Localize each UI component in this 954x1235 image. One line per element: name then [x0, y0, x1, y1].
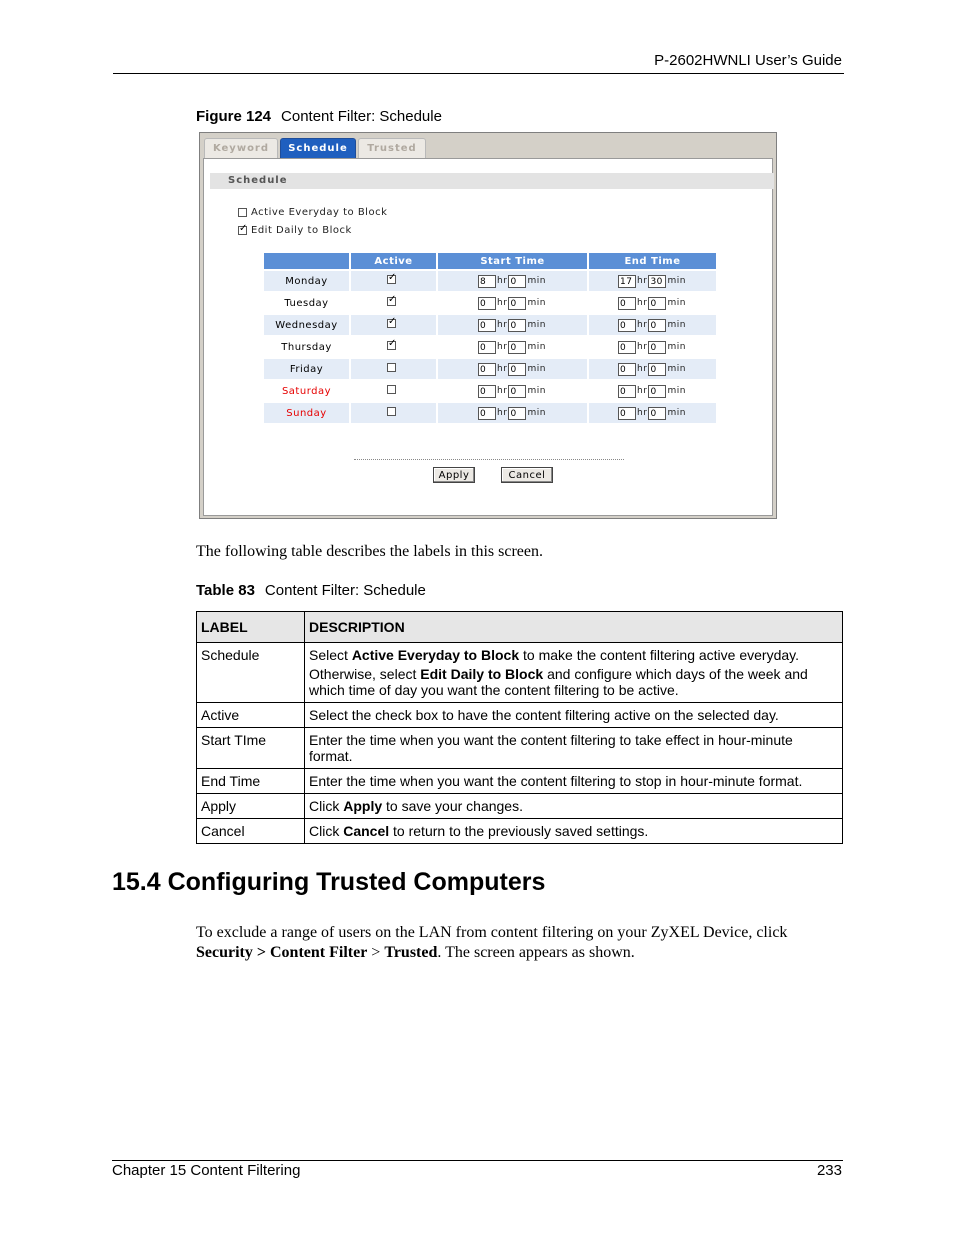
description-text: to return to the previously saved settings.	[389, 823, 649, 839]
start-minute-input[interactable]: 0	[508, 319, 526, 332]
description-text: Click	[309, 798, 344, 814]
minute-unit-label: min	[667, 342, 686, 352]
tab-keyword[interactable]: Keyword	[204, 138, 278, 158]
active-everyday-label: Active Everyday to Block	[251, 207, 388, 218]
active-cell	[351, 315, 436, 335]
edit-daily-label: Edit Daily to Block	[251, 225, 352, 236]
screenshot-frame	[199, 132, 777, 519]
day-active-checkbox[interactable]	[387, 407, 396, 416]
end-time-cell	[589, 293, 716, 313]
day-name: Sunday	[264, 403, 349, 423]
minute-unit-label: min	[527, 276, 546, 286]
active-cell	[351, 381, 436, 401]
apply-button[interactable]: Apply	[433, 467, 475, 483]
end-hour-input[interactable]: 17	[618, 275, 636, 288]
description-table-body	[197, 643, 843, 844]
minute-unit-label: min	[527, 342, 546, 352]
hour-unit-label: hr	[497, 408, 508, 418]
row-description	[305, 794, 843, 819]
edit-daily-option[interactable]	[238, 225, 352, 236]
end-hour-input[interactable]: 0	[618, 297, 636, 310]
start-hour-input[interactable]: 0	[478, 319, 496, 332]
start-time-cell	[438, 271, 587, 291]
figure-number: Figure 124	[196, 108, 272, 125]
start-hour-input[interactable]: 0	[478, 297, 496, 310]
start-time-cell	[438, 315, 587, 335]
minute-unit-label: min	[527, 408, 546, 418]
hour-unit-label: hr	[497, 342, 508, 352]
description-row	[197, 819, 843, 844]
body-text-segment: Security > Content Filter	[196, 944, 368, 961]
schedule-row-wednesday	[264, 315, 716, 335]
button-divider	[354, 459, 624, 460]
day-active-checkbox[interactable]	[387, 319, 396, 328]
minute-unit-label: min	[527, 386, 546, 396]
day-column-header	[264, 253, 349, 269]
start-hour-input[interactable]: 0	[478, 385, 496, 398]
body-text-segment: To exclude a range of users on the LAN from content filtering on your ZyXEL Device, click	[196, 924, 788, 941]
schedule-row-saturday	[264, 381, 716, 401]
start-minute-input[interactable]: 0	[508, 341, 526, 354]
row-label: Start TIme	[197, 728, 305, 769]
minute-unit-label: min	[667, 298, 686, 308]
description-text: Apply	[343, 798, 383, 814]
intro-paragraph: The following table describes the labels in this screen.	[196, 543, 544, 560]
end-hour-input[interactable]: 0	[618, 341, 636, 354]
description-text: to save your changes.	[382, 798, 523, 814]
end-time-cell	[589, 271, 716, 291]
active-cell	[351, 337, 436, 357]
end-time-cell	[589, 403, 716, 423]
hour-unit-label: hr	[637, 298, 648, 308]
cancel-button[interactable]: Cancel	[501, 467, 553, 483]
row-description	[305, 728, 843, 769]
description-text: Enter the time when you want the content filtering to stop in hour-minute format.	[309, 773, 803, 789]
active-cell	[351, 403, 436, 423]
start-minute-input[interactable]: 0	[508, 363, 526, 376]
hour-unit-label: hr	[637, 364, 648, 374]
day-name: Tuesday	[284, 297, 329, 309]
end-time-column-header: End Time	[589, 253, 716, 269]
figure-caption	[196, 108, 442, 125]
hour-unit-label: hr	[637, 276, 648, 286]
hour-unit-label: hr	[497, 364, 508, 374]
row-description	[305, 769, 843, 794]
row-label: Cancel	[197, 819, 305, 844]
row-label: Apply	[197, 794, 305, 819]
table-title: Content Filter: Schedule	[264, 582, 426, 599]
description-text: Cancel	[343, 823, 390, 839]
hour-unit-label: hr	[497, 298, 508, 308]
minute-unit-label: min	[667, 320, 686, 330]
schedule-header-row	[264, 253, 716, 269]
hour-unit-label: hr	[497, 386, 508, 396]
end-minute-input[interactable]: 0	[648, 319, 666, 332]
end-minute-input[interactable]: 0	[648, 385, 666, 398]
row-label: Active	[197, 703, 305, 728]
end-time-cell	[589, 381, 716, 401]
active-cell	[351, 293, 436, 313]
schedule-table	[262, 251, 718, 425]
body-text-segment: >	[367, 944, 385, 961]
day-name: Saturday	[281, 385, 332, 397]
body-text-segment: Trusted	[384, 944, 438, 961]
day-name: Friday	[264, 359, 349, 379]
row-label: Schedule	[197, 643, 305, 703]
schedule-row-friday	[264, 359, 716, 379]
schedule-row-tuesday	[264, 293, 716, 313]
day-active-checkbox[interactable]	[387, 275, 396, 284]
active-everyday-checkbox[interactable]	[238, 208, 247, 217]
row-label: End Time	[197, 769, 305, 794]
end-minute-input[interactable]: 30	[648, 275, 666, 288]
description-paragraph	[309, 666, 838, 698]
active-cell	[351, 359, 436, 379]
description-row	[197, 794, 843, 819]
body-text-segment: . The screen appears as shown.	[437, 944, 635, 961]
end-time-cell	[589, 359, 716, 379]
footer-page-number: 233	[816, 1162, 842, 1179]
start-minute-input[interactable]: 0	[508, 407, 526, 420]
schedule-table-body	[264, 271, 716, 423]
description-text: Active Everyday to Block	[351, 647, 520, 663]
end-hour-input[interactable]: 0	[618, 319, 636, 332]
description-text: Select	[309, 647, 352, 663]
header-rule	[113, 73, 844, 74]
hour-unit-label: hr	[637, 386, 648, 396]
description-header-row	[197, 612, 843, 643]
start-time-cell	[438, 359, 587, 379]
day-name: Wednesday	[264, 315, 349, 335]
minute-unit-label: min	[667, 276, 686, 286]
day-active-checkbox[interactable]	[387, 385, 396, 394]
end-hour-input[interactable]: 0	[618, 385, 636, 398]
end-hour-input[interactable]: 0	[618, 407, 636, 420]
table-caption	[196, 582, 426, 599]
description-text: and configure which days of the week and which time of day you want the content filtering to be active.	[309, 666, 808, 698]
schedule-panel	[203, 158, 773, 516]
start-time-cell	[438, 381, 587, 401]
day-active-checkbox[interactable]	[387, 297, 396, 306]
description-header: DESCRIPTION	[305, 612, 843, 643]
tab-trusted[interactable]: Trusted	[358, 138, 426, 158]
hour-unit-label: hr	[637, 320, 648, 330]
start-time-cell	[438, 293, 587, 313]
description-text: Edit Daily to Block	[420, 666, 544, 682]
table-number: Table 83	[196, 582, 255, 599]
active-cell	[351, 271, 436, 291]
end-hour-input[interactable]: 0	[618, 363, 636, 376]
schedule-row-thursday	[264, 337, 716, 357]
minute-unit-label: min	[667, 364, 686, 374]
description-row	[197, 643, 843, 703]
minute-unit-label: min	[667, 408, 686, 418]
start-minute-input[interactable]: 0	[508, 297, 526, 310]
hour-unit-label: hr	[637, 342, 648, 352]
description-row	[197, 728, 843, 769]
description-text: Enter the time when you want the content filtering to take effect in hour-minute format.	[309, 732, 793, 764]
row-description	[305, 643, 843, 703]
label-description-table	[196, 611, 843, 844]
row-description	[305, 819, 843, 844]
description-text: Select the check box to have the content filtering active on the selected day.	[309, 707, 779, 723]
end-time-cell	[589, 315, 716, 335]
description-paragraph	[309, 707, 838, 723]
day-name: Monday	[264, 271, 349, 291]
description-paragraph	[309, 823, 838, 839]
active-column-header: Active	[351, 253, 436, 269]
tab-schedule[interactable]: Schedule	[280, 138, 356, 158]
start-hour-input[interactable]: 0	[478, 341, 496, 354]
end-minute-input[interactable]: 0	[648, 297, 666, 310]
section-heading: 15.4 Configuring Trusted Computers	[112, 868, 546, 896]
schedule-row-monday	[264, 271, 716, 291]
minute-unit-label: min	[667, 386, 686, 396]
minute-unit-label: min	[527, 298, 546, 308]
row-description	[305, 703, 843, 728]
guide-title: P-2602HWNLI User’s Guide	[654, 52, 842, 69]
description-paragraph	[309, 798, 838, 814]
end-time-cell	[589, 337, 716, 357]
start-hour-input[interactable]: 8	[478, 275, 496, 288]
edit-daily-checkbox[interactable]	[238, 226, 247, 235]
end-minute-input[interactable]: 0	[648, 341, 666, 354]
footer-rule	[112, 1160, 843, 1161]
start-time-cell	[438, 337, 587, 357]
schedule-row-sunday	[264, 403, 716, 423]
description-paragraph	[309, 732, 838, 764]
description-paragraph	[309, 773, 838, 789]
description-paragraph	[309, 647, 838, 663]
description-text: to make the content filtering active everyday.	[519, 647, 799, 663]
footer-chapter: Chapter 15 Content Filtering	[112, 1162, 301, 1179]
description-row	[197, 703, 843, 728]
trusted-paragraph	[196, 923, 842, 963]
hour-unit-label: hr	[637, 408, 648, 418]
schedule-section-title: Schedule	[210, 173, 774, 189]
minute-unit-label: min	[527, 364, 546, 374]
day-name: Thursday	[281, 341, 332, 353]
start-time-cell	[438, 403, 587, 423]
minute-unit-label: min	[527, 320, 546, 330]
start-hour-input[interactable]: 0	[478, 407, 496, 420]
active-everyday-option[interactable]	[238, 207, 387, 218]
figure-title: Content Filter: Schedule	[281, 108, 442, 125]
start-minute-input[interactable]: 0	[508, 275, 526, 288]
end-minute-input[interactable]: 0	[648, 407, 666, 420]
day-active-checkbox[interactable]	[387, 363, 396, 372]
hour-unit-label: hr	[497, 320, 508, 330]
day-active-checkbox[interactable]	[387, 341, 396, 350]
description-text: Otherwise, select	[309, 666, 421, 682]
start-hour-input[interactable]: 0	[478, 363, 496, 376]
label-header: LABEL	[197, 612, 305, 643]
hour-unit-label: hr	[497, 276, 508, 286]
start-time-column-header: Start Time	[438, 253, 587, 269]
end-minute-input[interactable]: 0	[648, 363, 666, 376]
description-text: Click	[309, 823, 344, 839]
description-row	[197, 769, 843, 794]
start-minute-input[interactable]: 0	[508, 385, 526, 398]
